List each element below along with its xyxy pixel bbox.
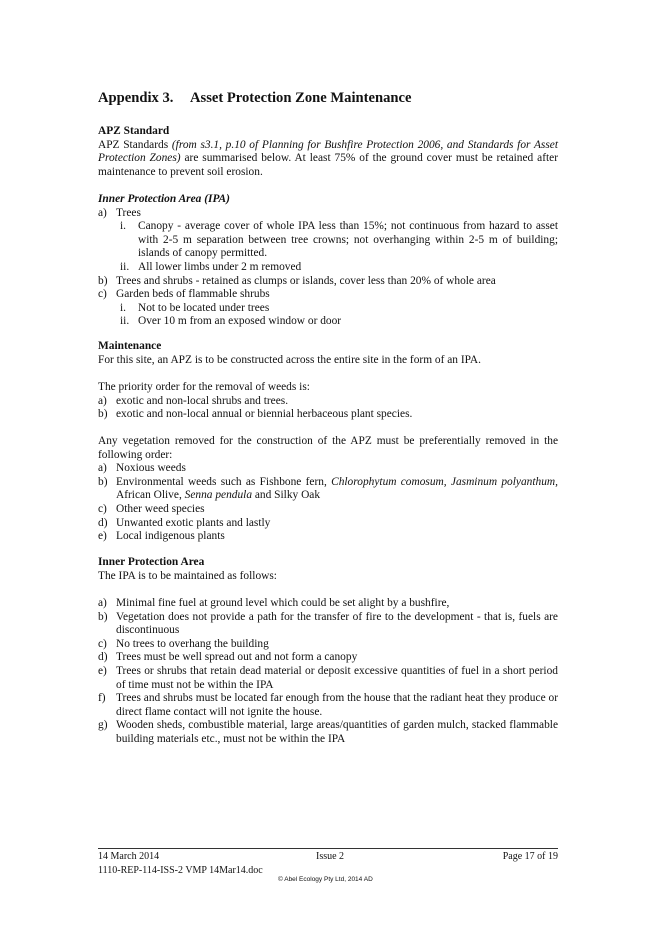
list-marker: b) bbox=[98, 610, 108, 623]
list-item bbox=[98, 395, 558, 409]
species-name: Chlorophytum comosum, Jasminum polyanthum, bbox=[331, 475, 558, 488]
removal-order-section bbox=[98, 435, 558, 544]
list-item-text: Trees and shrubs must be located far enough from the house that the radiant heat they produce or direct flame contact will not ignite the house. bbox=[116, 692, 558, 718]
list-item-text: and Silky Oak bbox=[252, 489, 321, 502]
apz-standard-paragraph bbox=[98, 139, 558, 180]
sublist-item-text: Not to be located under trees bbox=[138, 301, 270, 314]
list-item-text: Local indigenous plants bbox=[116, 530, 225, 543]
list-item bbox=[98, 275, 558, 289]
list-item bbox=[98, 665, 558, 692]
list-item bbox=[98, 611, 558, 638]
list-item-text: Trees and shrubs - retained as clumps or islands, cover less than 20% of whole area bbox=[116, 274, 496, 287]
list-item bbox=[98, 692, 558, 719]
weed-priority-intro: The priority order for the removal of weeds is: bbox=[98, 381, 310, 393]
list-item-text: Noxious weeds bbox=[116, 462, 186, 475]
inner-protection-section bbox=[98, 556, 558, 583]
list-marker: g) bbox=[98, 719, 108, 732]
inner-protection-list bbox=[98, 597, 558, 747]
ipa-trees-sublist bbox=[98, 220, 558, 274]
removal-order-intro: Any vegetation removed for the construction of the APZ must be preferentially removed in the following order: bbox=[98, 435, 558, 461]
list-item bbox=[98, 530, 558, 544]
footer-date: 14 March 2014 bbox=[98, 851, 160, 862]
list-item-text: Trees must be well spread out and not form a canopy bbox=[116, 651, 358, 664]
sublist-marker: ii. bbox=[120, 315, 130, 328]
list-item-text: Wooden sheds, combustible material, large areas/quantities of garden mulch, stacked flammable building materials etc., must not be within the IPA bbox=[116, 719, 558, 745]
apz-standard-section bbox=[98, 125, 558, 179]
list-marker: b) bbox=[98, 475, 108, 488]
sublist-item bbox=[98, 302, 558, 316]
list-item bbox=[98, 719, 558, 746]
sublist-item-text: Over 10 m from an exposed window or door bbox=[138, 315, 342, 328]
list-marker: d) bbox=[98, 651, 108, 664]
page-footer bbox=[98, 848, 558, 883]
apz-text-prefix: APZ Standards bbox=[98, 138, 172, 151]
list-item-text: Other weed species bbox=[116, 502, 205, 515]
list-marker: b) bbox=[98, 408, 108, 421]
list-marker: a) bbox=[98, 597, 107, 609]
list-item-text: Minimal fine fuel at ground level which could be set alight by a bushfire, bbox=[116, 597, 450, 609]
sublist-item-text: All lower limbs under 2 m removed bbox=[138, 260, 302, 273]
weed-priority-list bbox=[98, 395, 558, 422]
list-item bbox=[98, 462, 558, 476]
ipa-garden-sublist bbox=[98, 302, 558, 329]
list-marker: f) bbox=[98, 692, 106, 705]
inner-protection-intro: The IPA is to be maintained as follows: bbox=[98, 569, 277, 582]
maintenance-paragraph: For this site, an APZ is to be constructed across the entire site in the form of an IPA. bbox=[98, 353, 481, 366]
list-marker: d) bbox=[98, 516, 108, 529]
list-marker: c) bbox=[98, 637, 107, 650]
list-item bbox=[98, 207, 558, 275]
inner-protection-title: Inner Protection Area bbox=[98, 556, 205, 568]
sublist-marker: i. bbox=[120, 220, 127, 233]
sublist-marker: ii. bbox=[120, 260, 130, 273]
apz-text-suffix: are summarised below. At least 75% of the ground cover must be retained after maintenance to prevent soil erosion. bbox=[98, 152, 558, 178]
maintenance-title: Maintenance bbox=[98, 340, 162, 352]
list-item-text: Trees or shrubs that retain dead material or deposit excessive quantities of fuel in a short period of time must not be within the IPA bbox=[116, 664, 558, 691]
footer-document-name: 1110-REP-114-ISS-2 VMP 14Mar14.doc bbox=[98, 865, 263, 876]
removal-order-list bbox=[98, 462, 558, 544]
list-marker: e) bbox=[98, 530, 107, 543]
list-marker: a) bbox=[98, 394, 107, 407]
maintenance-section bbox=[98, 340, 558, 367]
list-item bbox=[98, 651, 558, 665]
apz-standard-title: APZ Standard bbox=[98, 125, 170, 137]
footer-issue: Issue 2 bbox=[316, 851, 345, 862]
list-item-text: Trees bbox=[116, 206, 141, 219]
weed-priority-section bbox=[98, 381, 558, 422]
sublist-item-text: Canopy - average cover of whole IPA less than 15%; not continuous from hazard to asset with 2-5 m separation between tree crowns; not overhanging within 2-5 m of building; islands of canopy permitted. bbox=[138, 220, 558, 260]
list-item bbox=[98, 597, 558, 611]
list-item bbox=[98, 408, 558, 422]
inner-protection-list-block bbox=[98, 597, 558, 747]
list-item-text: No trees to overhang the building bbox=[116, 637, 269, 650]
list-marker: b) bbox=[98, 274, 108, 287]
list-marker: c) bbox=[98, 502, 107, 515]
list-marker: c) bbox=[98, 288, 107, 301]
sublist-marker: i. bbox=[120, 301, 127, 314]
list-item-text: Unwanted exotic plants and lastly bbox=[116, 516, 271, 529]
ipa-title: Inner Protection Area (IPA) bbox=[98, 193, 230, 205]
sublist-item bbox=[98, 315, 558, 329]
sublist-item bbox=[98, 261, 558, 275]
footer-copyright: © Abel Ecology Pty Ltd, 2014 AD bbox=[278, 876, 373, 883]
ipa-section bbox=[98, 193, 558, 329]
list-marker: a) bbox=[98, 206, 107, 219]
list-item bbox=[98, 503, 558, 517]
list-marker: e) bbox=[98, 664, 107, 677]
list-item bbox=[98, 476, 558, 503]
appendix-heading bbox=[98, 92, 411, 106]
sublist-item bbox=[98, 220, 558, 261]
list-item-text: exotic and non-local annual or biennial herbaceous plant species. bbox=[116, 408, 413, 421]
appendix-number: Appendix 3. bbox=[98, 90, 174, 106]
list-item bbox=[98, 517, 558, 531]
list-item bbox=[98, 288, 558, 329]
list-item bbox=[98, 638, 558, 652]
footer-page-number: Page 17 of 19 bbox=[502, 851, 558, 862]
ipa-list bbox=[98, 207, 558, 329]
list-item-text: African Olive, bbox=[116, 489, 185, 502]
list-item-text: Environmental weeds such as Fishbone fern, bbox=[116, 475, 332, 488]
apz-text-italic: (from s3.1, p.10 of Planning for Bushfire Protection 2006, and Standards for Asset Protection Zones) bbox=[98, 138, 559, 165]
list-marker: a) bbox=[98, 462, 107, 475]
list-item-text: exotic and non-local shrubs and trees. bbox=[116, 394, 289, 407]
species-name: Senna pendula bbox=[184, 489, 253, 502]
appendix-title: Asset Protection Zone Maintenance bbox=[190, 90, 412, 106]
list-item-text: Vegetation does not provide a path for the transfer of fire to the development - that is, fuels are discontinuous bbox=[116, 610, 558, 637]
list-item-text: Garden beds of flammable shrubs bbox=[116, 288, 270, 301]
